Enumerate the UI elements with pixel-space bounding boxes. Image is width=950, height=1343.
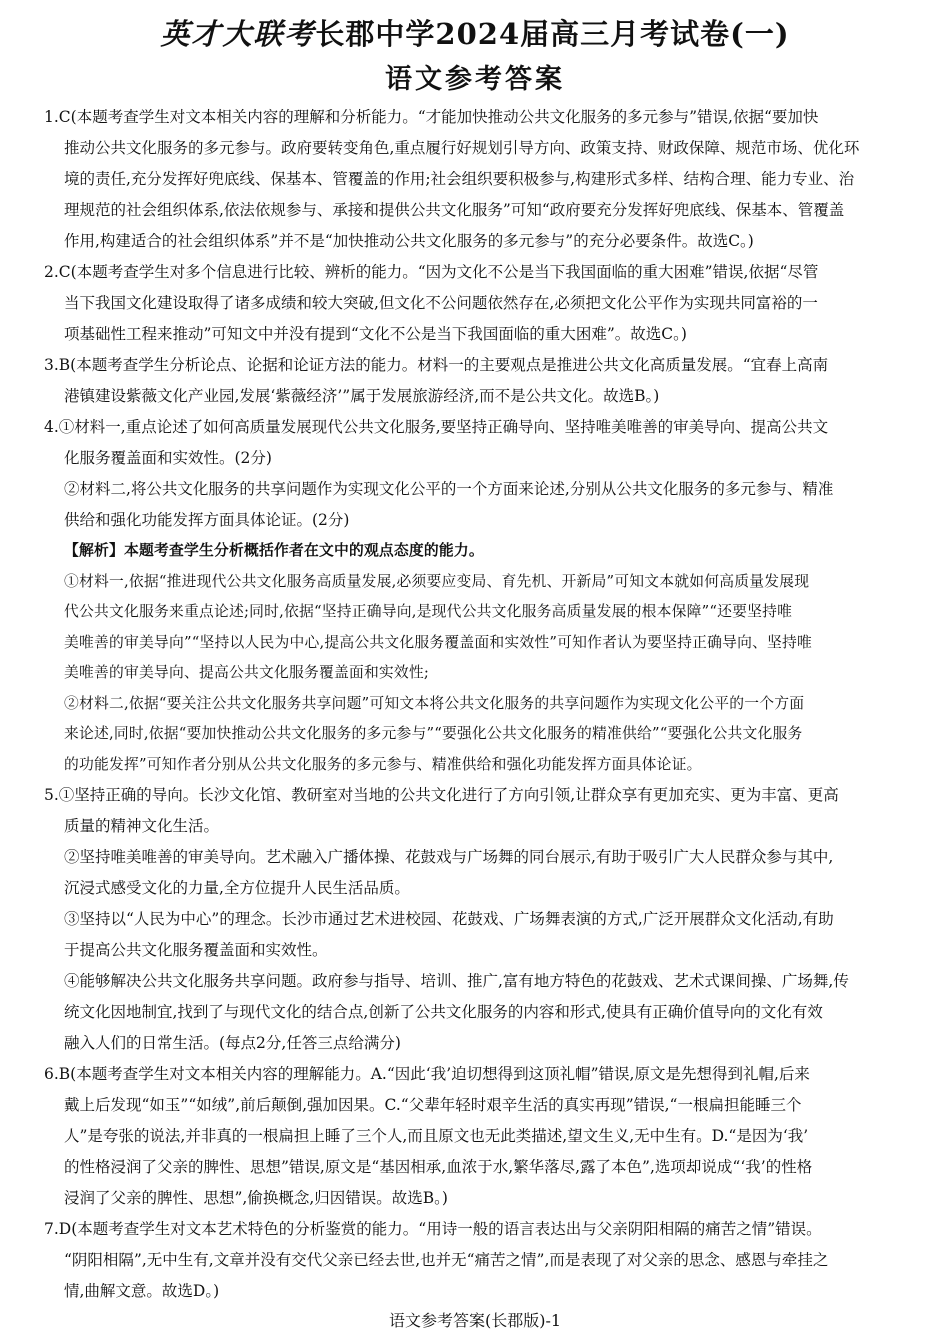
answer-line: 来论述,同时,依据“要加快推动公共文化服务的多元参与”“要强化公共文化服务的精准供给”“要强化公共文化服务 xyxy=(64,725,803,742)
answer-line: 作用,构建适合的社会组织体系”并不是“加快推动公共文化服务的多元参与”的充分必要条件。故选C。) xyxy=(64,232,754,250)
answer-key-subtitle: 语文参考答案 xyxy=(385,64,565,95)
answer-line: 3.B(本题考查学生分析论点、论据和论证方法的能力。材料一的主要观点是推进公共文化高质量发展。“宜春上高南 xyxy=(44,356,829,374)
answer-line: 融入人们的日常生活。(每点2分,任答三点给满分) xyxy=(64,1034,401,1052)
answer-content xyxy=(44,102,910,1307)
answer-line: 质量的精神文化生活。 xyxy=(64,817,220,835)
exam-title xyxy=(0,14,950,54)
answer-line: ①材料一,依据“推进现代公共文化服务高质量发展,必须要应变局、育先机、开新局”可知文本就如何高质量发展现 xyxy=(64,572,810,590)
page-header xyxy=(0,14,950,100)
answer-line: 5.①坚持正确的导向。长沙文化馆、教研室对当地的公共文化进行了方向引领,让群众享有更加充实、更为丰富、更高 xyxy=(44,786,839,804)
answer-line: 供给和强化功能发挥方面具体论证。(2分) xyxy=(64,511,350,529)
answer-line: 美唯善的审美导向”“坚持以人民为中心,提高公共文化服务覆盖面和实效性”可知作者认为要坚持正确导向、坚持唯 xyxy=(64,633,813,651)
answer-line: ②材料二,依据“要关注公共文化服务共享问题”可知文本将公共文化服务的共享问题作为实现文化公平的一个方面 xyxy=(64,694,805,712)
answer-line: 统文化因地制宜,找到了与现代文化的结合点,创新了公共文化服务的内容和形式,使具有正确价值导向的文化有效 xyxy=(64,1003,823,1021)
answer-line: 代公共文化服务来重点论述;同时,依据“坚持正确导向,是现代公共文化服务高质量发展的根本保障”“还要坚持唯 xyxy=(64,603,793,620)
answer-line: “阴阳相隔”,无中生有,文章并没有交代父亲已经去世,也并无“痛苦之情”,而是表现了对父亲的思念、感恩与牵挂之 xyxy=(64,1251,829,1269)
answer-line: 境的责任,充分发挥好兜底线、保基本、管覆盖的作用;社会组织要积极参与,构建形式多样、结构合理、能力专业、治 xyxy=(64,170,855,188)
answer-line: ③坚持以“人民为中心”的理念。长沙市通过艺术进校园、花鼓戏、广场舞表演的方式,广泛开展群众文化活动,有助 xyxy=(64,910,834,928)
answer-line: 当下我国文化建设取得了诸多成绩和较大突破,但文化不公问题依然存在,必须把文化公平作为实现共同富裕的一 xyxy=(64,294,818,312)
answer-line: 戴上后发现“如玉”“如绒”,前后颠倒,强加因果。C.“父辈年轻时艰辛生活的真实再现”错误,“一根扁担能睡三个 xyxy=(64,1096,802,1114)
answer-line: 浸润了父亲的脾性、思想”,偷换概念,归因错误。故选B。) xyxy=(64,1189,448,1207)
answer-line: 1.C(本题考查学生对文本相关内容的理解和分析能力。“才能加快推动公共文化服务的多元参与”错误,依据“要加快 xyxy=(44,108,819,126)
answer-line: 情,曲解文意。故选D。) xyxy=(64,1282,220,1300)
answer-line: 推动公共文化服务的多元参与。政府要转变角色,重点履行好规划引导方向、政策支持、财政保障、规范市场、优化环 xyxy=(64,139,860,157)
answer-line: 2.C(本题考查学生对多个信息进行比较、辨析的能力。“因为文化不公是当下我国面临的重大困难”错误,依据“尽管 xyxy=(44,263,819,281)
answer-line: 于提高公共文化服务覆盖面和实效性。 xyxy=(64,941,328,959)
answer-line: 化服务覆盖面和实效性。(2分) xyxy=(64,449,272,467)
answer-line: 理规范的社会组织体系,依法依规参与、承接和提供公共文化服务”可知“政府要充分发挥好兜底线、保基本、管覆盖 xyxy=(64,201,845,219)
answer-line: ②材料二,将公共文化服务的共享问题作为实现文化公平的一个方面来论述,分别从公共文化服务的多元参与、精准 xyxy=(64,480,834,498)
answer-line: ②坚持唯美唯善的审美导向。艺术融入广播体操、花鼓戏与广场舞的同台展示,有助于吸引广大人民群众参与其中, xyxy=(64,848,834,866)
page-footer: 语文参考答案(长郡版)-1 xyxy=(388,1311,562,1330)
exam-title-text: 长郡中学2024届高三月考试卷(一) xyxy=(315,17,790,51)
answer-line: 港镇建设紫薇文化产业园,发展‘紫薇经济’”属于发展旅游经济,而不是公共文化。故选B。) xyxy=(64,387,660,405)
answer-line: 美唯善的审美导向、提高公共文化服务覆盖面和实效性; xyxy=(64,664,430,681)
answer-line: 4.①材料一,重点论述了如何高质量发展现代公共文化服务,要坚持正确导向、坚持唯美唯善的审美导向、提高公共文 xyxy=(44,418,829,436)
answer-line: 人”是夸张的说法,并非真的一根扁担上睡了三个人,而且原文也无此类描述,望文生义,无中生有。D.“是因为‘我’ xyxy=(64,1127,809,1145)
brand-logo-text: 英才大联考 xyxy=(160,17,316,51)
answer-line: 6.B(本题考查学生对文本相关内容的理解能力。A.“因此‘我’迫切想得到这顶礼帽”错误,原文是先想得到礼帽,后来 xyxy=(44,1065,810,1083)
answer-line: 沉浸式感受文化的力量,全方位提升人民生活品质。 xyxy=(64,879,410,897)
answer-line: 的性格浸润了父亲的脾性、思想”错误,原文是“基因相承,血浓于水,繁华落尽,露了本色”,选项却说成“‘我’的性格 xyxy=(64,1158,813,1176)
answer-line: ④能够解决公共文化服务共享问题。政府参与指导、培训、推广,富有地方特色的花鼓戏、艺术式课间操、广场舞,传 xyxy=(64,972,849,990)
answer-line: 7.D(本题考查学生对文本艺术特色的分析鉴赏的能力。“用诗一般的语言表达出与父亲阴阳相隔的痛苦之情”错误。 xyxy=(44,1220,822,1238)
answer-line: 项基础性工程来推动”可知文中并没有提到“文化不公是当下我国面临的重大困难”。故选C。) xyxy=(64,325,687,343)
answer-line: 【解析】本题考查学生分析概括作者在文中的观点态度的能力。 xyxy=(64,542,484,559)
answer-line: 的功能发挥”可知作者分别从公共文化服务的多元参与、精准供给和强化功能发挥方面具体论证。 xyxy=(64,755,702,773)
